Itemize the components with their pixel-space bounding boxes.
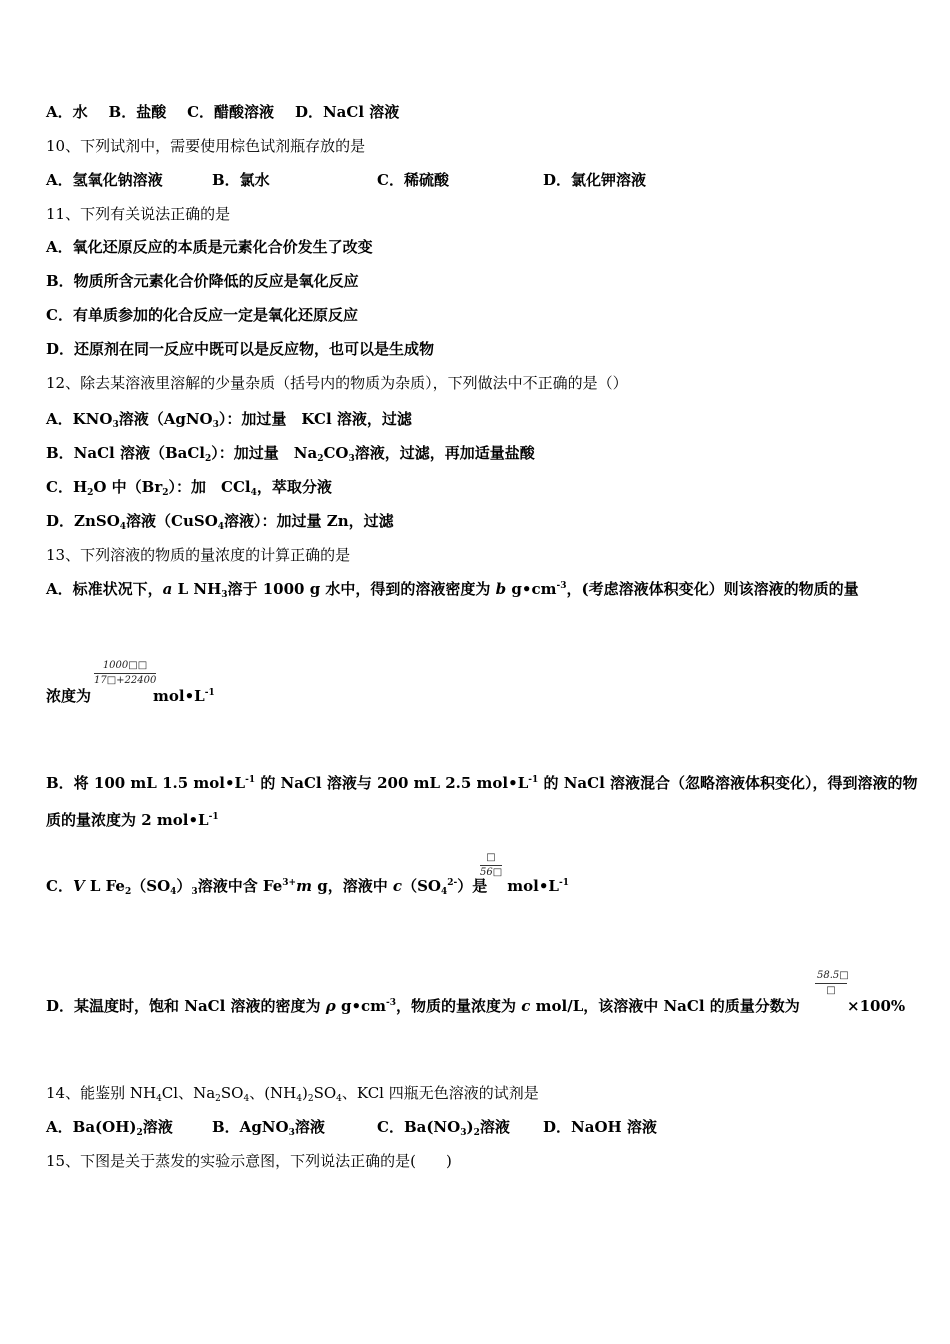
q13-d-fraction-numerator: 58.5□ <box>815 970 847 984</box>
q13-option-d-percent: ×100% <box>847 997 906 1015</box>
q11-option-c: C．有单质参加的化合反应一定是氧化还原反应 <box>46 306 358 324</box>
q14-option-d: D．NaOH 溶液 <box>543 1118 657 1136</box>
q13-option-c: C．V L $Fe_2(SO_4)_3$溶液中含 $Fe^{3+}m$ g，溶液中 $c(SO_4^{2-})$是 $mol•L^{-1}$ <box>46 877 569 897</box>
q9-option-b: B．盐酸 <box>108 103 167 121</box>
q13-stem: 13、下列溶液的物质的量浓度的计算正确的是 <box>46 546 351 564</box>
q13-c-fraction-denominator: 56□ <box>480 867 503 878</box>
q13-a-fraction-numerator: 1000□□ <box>94 660 156 674</box>
q10-stem: 10、下列试剂中，需要使用棕色试剂瓶存放的是 <box>46 137 366 155</box>
q10-option-a: A．氢氧化钠溶液 <box>46 171 163 189</box>
q11-option-a: A．氧化还原反应的本质是元素化合价发生了改变 <box>46 238 373 256</box>
q11-stem: 11、下列有关说法正确的是 <box>46 205 231 223</box>
q9-option-d: D．NaCl 溶液 <box>294 103 400 121</box>
q11-option-b: B．物质所含元素化合价降低的反应是氧化反应 <box>46 272 359 290</box>
q10-option-d: D．氯化钾溶液 <box>543 171 647 189</box>
q13-option-b-line2: 质的量浓度为 2 $mol•L^{-1}$ <box>46 811 219 829</box>
q12-stem: 12、除去某溶液里溶解的少量杂质（括号内的物质为杂质），下列做法中不正确的是（） <box>46 374 628 392</box>
q13-c-fraction <box>480 852 502 879</box>
q9-option-a: A．水 <box>46 103 88 121</box>
q9-options <box>46 102 399 122</box>
q14-option-a: A．$Ba(OH)_2$溶液 <box>46 1118 173 1138</box>
q10-option-b: B．氯水 <box>212 171 270 189</box>
q12-option-a: A．$KNO_3$溶液（AgNO$_3$）：加过量 KCl 溶液，过滤 <box>46 410 412 430</box>
q13-a-fraction <box>94 660 156 687</box>
q10-options <box>46 170 906 190</box>
q12-option-d: D．ZnSO$_4$溶液（CuSO$_4$溶液）：加过量 Zn，过滤 <box>46 512 394 532</box>
q10-option-c: C．稀硫酸 <box>377 171 449 189</box>
q9-option-c: C．醋酸溶液 <box>187 103 275 121</box>
q14-option-c: C．$Ba(NO_3)_2$溶液 <box>377 1118 510 1138</box>
q13-c-fraction-numerator: □ <box>480 852 502 866</box>
q13-option-b-line1: B．将 100 mL 1.5 $mol•L^{-1}$ 的 NaCl 溶液与 200 mL 2.5 $mol•L^{-1}$ 的 NaCl 溶液混合（忽略溶液体积变化），得到溶液的物 <box>46 774 918 792</box>
q11-option-d: D．还原剂在同一反应中既可以是反应物，也可以是生成物 <box>46 340 435 358</box>
q13-d-fraction-denominator: □ <box>826 985 836 996</box>
q14-options <box>46 1117 906 1137</box>
q15-stem: 15、下图是关于蒸发的实验示意图，下列说法正确的是( ) <box>46 1152 452 1170</box>
q14-stem: 14、能鉴别 $NH_4Cl$、$Na_2SO_4$、$(NH_4)_2SO_4$、KCl 四瓶无色溶液的试剂是 <box>46 1084 539 1104</box>
q12-option-c: C．$H_2O$ 中$(Br_2)$：加 CCl$_4$，萃取分液 <box>46 478 332 498</box>
q13-d-fraction <box>815 970 847 997</box>
q13-a-fraction-denominator: 17□+22400 <box>94 675 157 686</box>
q14-option-b: B．AgNO$_3$溶液 <box>212 1118 325 1138</box>
q12-option-b: B．NaCl 溶液（BaCl$_2$）：加过量 $Na_2CO_3$溶液，过滤，再加适量盐酸 <box>46 444 535 464</box>
q13-option-a-line2: 浓度为 $mol•L^{-1}$ <box>46 687 215 705</box>
q13-option-d: D．某温度时，饱和 NaCl 溶液的密度为 ρ $g•cm^{-3}$，物质的量浓度为 c mol/L，该溶液中 NaCl 的质量分数为 <box>46 997 800 1015</box>
q13-option-a-line1: A．标准状况下，a L $NH_3$溶于 1000 g 水中，得到的溶液密度为 b $g•cm^{-3}$，(考虑溶液体积变化）则该溶液的物质的量 <box>46 580 859 600</box>
